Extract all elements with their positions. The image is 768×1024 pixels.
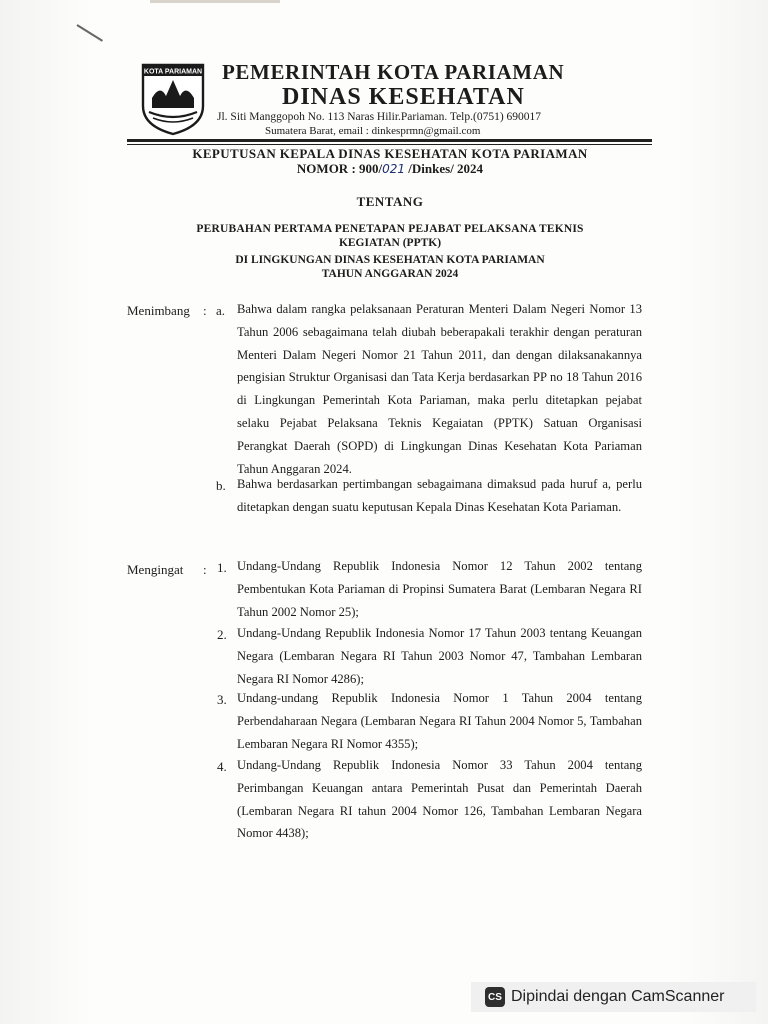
mengingat-item-1: Undang-Undang Republik Indonesia Nomor 12 Tahun 2002 tentang Pembentukan Kota Pariaman di Propinsi Sumatera Barat (Lembaran Negara RI Tahun 2002 Nomor 25); [237, 559, 642, 619]
scan-artifact [150, 0, 280, 3]
mengingat-label: Mengingat [127, 562, 184, 577]
subject-line: PERUBAHAN PERTAMA PENETAPAN PEJABAT PELAKSANA TEKNIS [196, 223, 584, 235]
number-suffix: /Dinkes/ 2024 [405, 161, 484, 176]
decision-title: KEPUTUSAN KEPALA DINAS KESEHATAN KOTA PARIAMAN [192, 146, 588, 161]
subject-line: DI LINGKUNGAN DINAS KESEHATAN KOTA PARIAMAN [235, 254, 545, 266]
item-marker: b. [216, 478, 226, 493]
subject-line: KEGIATAN (PPTK) [338, 237, 442, 249]
item-marker: 4. [217, 759, 227, 774]
watermark-label: Dipindai dengan CamScanner [511, 988, 725, 1005]
mengingat-item-2: Undang-Undang Republik Indonesia Nomor 17 Tahun 2003 tentang Keuangan Negara (Lembaran Negara RI Tahun 2003 Nomor 47, Tambahan Lembaran Negara RI Nomor 4286); [237, 626, 642, 686]
menimbang-label: Menimbang [127, 303, 190, 318]
letterhead-rule [127, 139, 652, 142]
letterhead-email: Sumatera Barat, email : dinkesprmn@gmail.com [265, 125, 481, 137]
kota-pariaman-logo [140, 62, 206, 136]
mengingat-item-4: Undang-Undang Republik Indonesia Nomor 33 Tahun 2004 tentang Perimbangan Keuangan antara Pemerintah Pusat dan Pemerintah Daerah (Lembaran Negara RI tahun 2004 Nomor 126, Tambahan Lembaran Negara Nomor 4438); [237, 758, 642, 841]
letterhead-rule-thin [127, 144, 652, 145]
pen-stroke [76, 24, 103, 42]
letterhead-address: Jl. Siti Manggopoh No. 113 Naras Hilir.Pariaman. Telp.(0751) 690017 [217, 111, 542, 123]
svg-text:KOTA PARIAMAN: KOTA PARIAMAN [143, 68, 203, 76]
menimbang-item-b: Bahwa berdasarkan pertimbangan sebagaimana dimaksud pada huruf a, perlu ditetapkan dengan suatu keputusan Kepala Dinas Kesehatan Kota Pariaman. [237, 477, 642, 514]
number-prefix: NOMOR : 900/ [296, 161, 383, 176]
mengingat-colon: : [203, 562, 207, 577]
item-marker: 2. [217, 627, 227, 642]
menimbang-colon: : [203, 303, 207, 318]
camscanner-icon: CS [485, 987, 505, 1007]
letterhead-agency: DINAS KESEHATAN [282, 84, 525, 110]
item-marker: 3. [217, 692, 227, 707]
subject-line: TAHUN ANGGARAN 2024 [321, 268, 459, 280]
menimbang-item-a: Bahwa dalam rangka pelaksanaan Peraturan Menteri Dalam Negeri Nomor 13 Tahun 2006 sebagaimana telah diubah beberapakali terakhir dengan peraturan Menteri Dalam Negeri Nomor 21 Tahun 2011, dan dengan dilaksanakannya pengisian Struktur Organisasi dan Tata Kerja berdasarkan PP no 18 Tahun 2016 di Lingkungan Pemerintah Kota Pariaman, maka perlu ditetapkan pejabat selaku Pejabat Pelaksana Teknis Kegaiatan (PPTK) Satuan Organisasi Perangkat Daerah (SOPD) di Lingkungan Dinas Kesehatan Kota Pariaman Tahun Anggaran 2024. [237, 302, 642, 476]
item-marker: a. [216, 303, 226, 318]
handwritten-number: 021 [382, 162, 406, 176]
tentang-heading: TENTANG [356, 194, 424, 209]
mengingat-item-3: Undang-undang Republik Indonesia Nomor 1 Tahun 2004 tentang Perbendaharaan Negara (Lembaran Negara RI Tahun 2004 Nomor 5, Tambahan Lembaran Negara RI Nomor 4355); [237, 691, 642, 751]
camscanner-watermark [471, 982, 756, 1012]
decision-number [100, 161, 680, 177]
item-marker: 1. [217, 560, 227, 575]
letterhead-government: PEMERINTAH KOTA PARIAMAN [222, 60, 565, 84]
